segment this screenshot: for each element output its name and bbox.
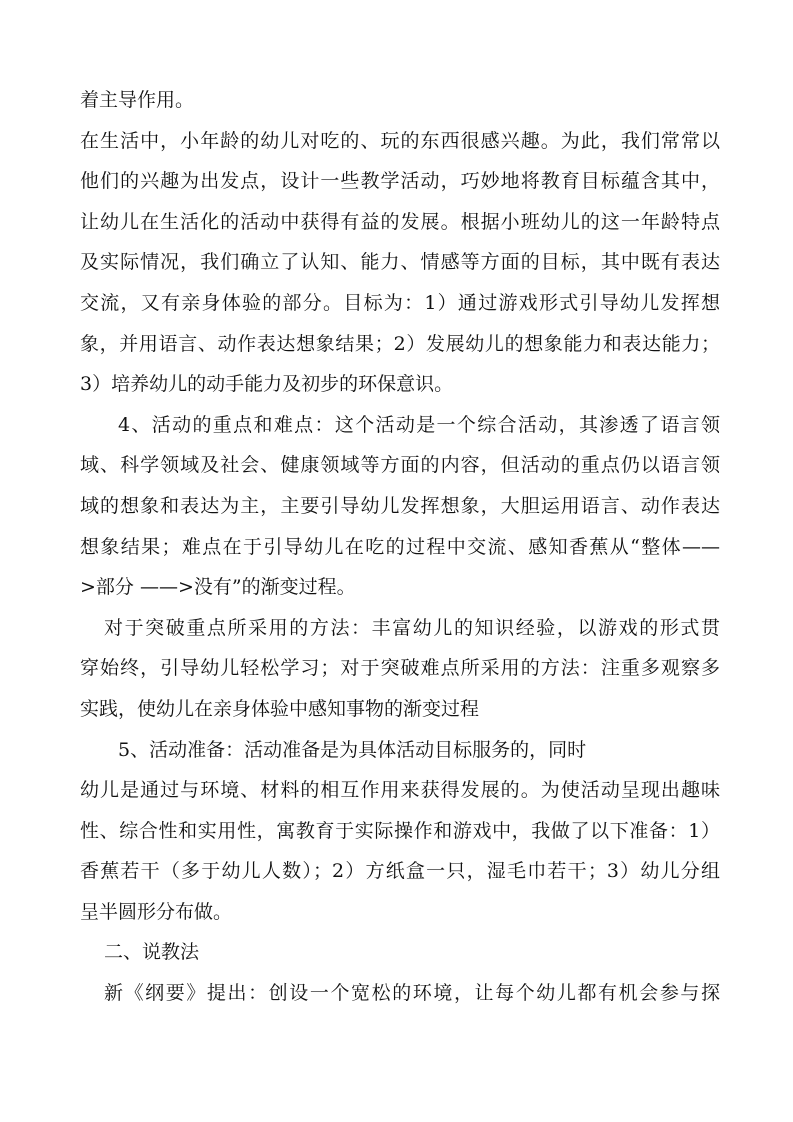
text-line: 及实际情况，我们确立了认知、能力、情感等方面的目标，其中既有表达 (80, 251, 720, 274)
text-line: 他们的兴趣为出发点，设计一些教学活动，巧妙地将教育目标蕴含其中， (80, 170, 720, 193)
document-body (80, 80, 720, 1014)
text-line: 4、活动的重点和难点：这个活动是一个综合活动，其渗透了语言领 (118, 413, 720, 436)
text-line: 交流，又有亲身体验的部分。目标为：1）通过游戏形式引导幼儿发挥想 (80, 291, 720, 314)
text-line: 域、科学领域及社会、健康领域等方面的内容，但活动的重点仍以语言领 (80, 454, 720, 477)
text-line: 幼儿是通过与环境、材料的相互作用来获得发展的。为使活动呈现出趣味 (80, 779, 720, 802)
text-line: 象，并用语言、动作表达想象结果；2）发展幼儿的想象能力和表达能力； (80, 332, 720, 355)
text-line: 实践，使幼儿在亲身体验中感知事物的渐变过程 (80, 697, 480, 720)
text-line: 让幼儿在生活化的活动中获得有益的发展。根据小班幼儿的这一年龄特点 (80, 210, 720, 233)
text-line: >部分 ——>没有”的渐变过程。 (80, 576, 356, 599)
text-line: 想象结果；难点在于引导幼儿在吃的过程中交流、感知香蕉从“整体—— (80, 535, 720, 558)
text-line: 穿始终，引导幼儿轻松学习；对于突破难点所采用的方法：注重多观察多 (80, 657, 720, 680)
text-line: 在生活中，小年龄的幼儿对吃的、玩的东西很感兴趣。为此，我们常常以 (80, 129, 720, 152)
text-line: 呈半圆形分布做。 (80, 900, 233, 923)
text-line: 着主导作用。 (80, 89, 195, 111)
text-line: 对于突破重点所采用的方法：丰富幼儿的知识经验，以游戏的形式贯 (104, 616, 720, 639)
text-line: 新《纲要》提出：创设一个宽松的环境，让每个幼儿都有机会参与探 (104, 982, 720, 1005)
text-line: 二、说教法 (104, 941, 200, 964)
text-line: 域的想象和表达为主，主要引导幼儿发挥想象，大胆运用语言、动作表达 (80, 494, 720, 517)
text-line: 香蕉若干（多于幼儿人数）；2）方纸盒一只，湿毛巾若干；3）幼儿分组 (80, 860, 720, 883)
text-line: 性、综合性和实用性，寓教育于实际操作和游戏中，我做了以下准备：1） (80, 819, 720, 842)
text-line: 3）培养幼儿的动手能力及初步的环保意识。 (80, 373, 454, 396)
text-line: 5、活动准备：活动准备是为具体活动目标服务的，同时 (118, 738, 587, 761)
